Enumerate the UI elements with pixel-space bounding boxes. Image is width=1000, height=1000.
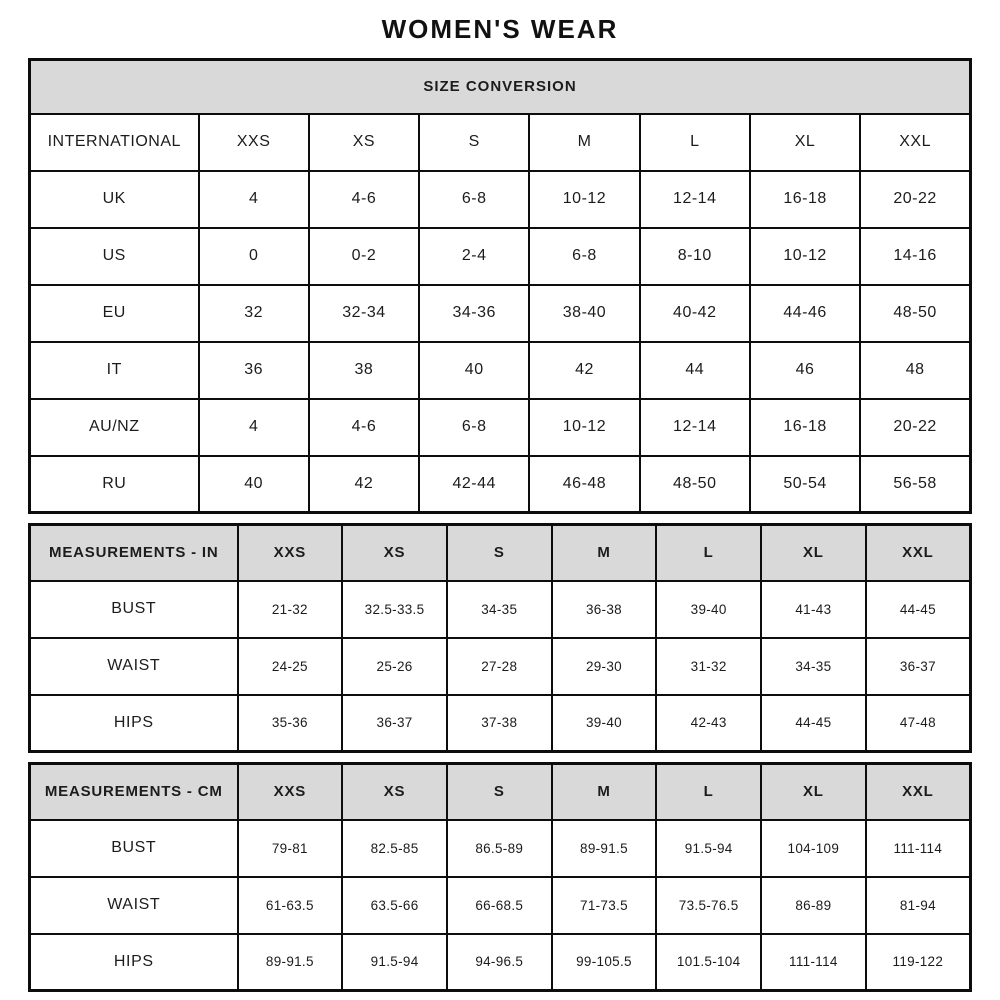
measurement-cell: 47-48 [866,695,971,752]
size-cell: 2-4 [419,228,529,285]
measurement-cell: 31-32 [656,638,761,695]
size-cell: 42 [529,342,639,399]
size-cell: 10-12 [529,171,639,228]
table-row-it [30,342,971,399]
measurement-cell: 89-91.5 [238,934,343,991]
measurements-in-table [28,523,972,753]
table-title: MEASUREMENTS - IN [30,525,238,581]
size-cell: 40 [199,456,309,513]
column-header-s: S [447,525,552,581]
measurement-cell: 41-43 [761,581,866,638]
size-cell: 16-18 [750,399,860,456]
row-label: HIPS [30,934,238,991]
row-label: HIPS [30,695,238,752]
measurement-cell: 37-38 [447,695,552,752]
table-row-eu [30,285,971,342]
size-cell: 48-50 [640,456,750,513]
size-cell: 16-18 [750,171,860,228]
table-title: SIZE CONVERSION [30,60,971,114]
measurement-cell: 119-122 [866,934,971,991]
measurement-cell: 36-37 [866,638,971,695]
size-cell: 40 [419,342,529,399]
measurement-cell: 32.5-33.5 [342,581,447,638]
column-header-row [30,764,971,820]
table-title-row [30,60,971,114]
size-cell: 34-36 [419,285,529,342]
column-header-s: S [447,764,552,820]
size-cell: 46-48 [529,456,639,513]
size-cell: 4 [199,171,309,228]
table-row-waist [30,877,971,934]
size-cell: 32 [199,285,309,342]
measurement-cell: 39-40 [552,695,657,752]
size-cell: 0-2 [309,228,419,285]
measurement-cell: 66-68.5 [447,877,552,934]
measurement-cell: 39-40 [656,581,761,638]
measurement-cell: 111-114 [866,820,971,877]
measurement-cell: 42-43 [656,695,761,752]
size-cell: 14-16 [860,228,970,285]
size-cell: 42 [309,456,419,513]
size-cell: 44 [640,342,750,399]
table-row-ru [30,456,971,513]
size-cell: 40-42 [640,285,750,342]
column-header-l: L [656,525,761,581]
measurement-cell: 79-81 [238,820,343,877]
measurement-cell: 89-91.5 [552,820,657,877]
page-title: WOMEN'S WEAR [381,14,619,44]
measurement-cell: 63.5-66 [342,877,447,934]
measurement-cell: 71-73.5 [552,877,657,934]
table-row-hips [30,934,971,991]
measurement-cell: 99-105.5 [552,934,657,991]
measurements-cm-table [28,762,972,992]
measurement-cell: 36-38 [552,581,657,638]
size-cell: 10-12 [750,228,860,285]
column-header-xxs: XXS [238,525,343,581]
column-header-international: INTERNATIONAL [30,114,199,171]
column-header-xl: XL [761,525,866,581]
row-label: US [30,228,199,285]
size-cell: 4-6 [309,399,419,456]
measurement-cell: 82.5-85 [342,820,447,877]
column-header-s: S [419,114,529,171]
measurement-cell: 86-89 [761,877,866,934]
size-cell: 4 [199,399,309,456]
column-header-m: M [552,525,657,581]
size-cell: 6-8 [529,228,639,285]
column-header-row [30,525,971,581]
measurement-cell: 111-114 [761,934,866,991]
column-header-xxs: XXS [238,764,343,820]
column-header-xs: XS [342,764,447,820]
measurement-cell: 24-25 [238,638,343,695]
size-cell: 48-50 [860,285,970,342]
size-cell: 4-6 [309,171,419,228]
size-cell: 38 [309,342,419,399]
size-cell: 50-54 [750,456,860,513]
row-label: AU/NZ [30,399,199,456]
column-header-row [30,114,971,171]
row-label: UK [30,171,199,228]
column-header-m: M [529,114,639,171]
measurement-cell: 44-45 [866,581,971,638]
column-header-l: L [656,764,761,820]
measurement-cell: 44-45 [761,695,866,752]
column-header-xxs: XXS [199,114,309,171]
row-label: BUST [30,581,238,638]
size-cell: 46 [750,342,860,399]
measurement-cell: 36-37 [342,695,447,752]
size-cell: 20-22 [860,399,970,456]
column-header-xxl: XXL [866,764,971,820]
measurement-cell: 21-32 [238,581,343,638]
table-row-bust [30,581,971,638]
column-header-m: M [552,764,657,820]
measurement-cell: 101.5-104 [656,934,761,991]
row-label: BUST [30,820,238,877]
size-cell: 36 [199,342,309,399]
measurement-cell: 34-35 [447,581,552,638]
measurement-cell: 25-26 [342,638,447,695]
column-header-xl: XL [761,764,866,820]
size-cell: 56-58 [860,456,970,513]
table-row-us [30,228,971,285]
measurement-cell: 91.5-94 [342,934,447,991]
size-cell: 12-14 [640,399,750,456]
size-cell: 48 [860,342,970,399]
size-cell: 32-34 [309,285,419,342]
table-row-hips [30,695,971,752]
measurement-cell: 73.5-76.5 [656,877,761,934]
row-label: RU [30,456,199,513]
measurement-cell: 104-109 [761,820,866,877]
table-row-waist [30,638,971,695]
row-label: EU [30,285,199,342]
measurement-cell: 86.5-89 [447,820,552,877]
size-cell: 8-10 [640,228,750,285]
column-header-xs: XS [342,525,447,581]
measurement-cell: 35-36 [238,695,343,752]
size-cell: 42-44 [419,456,529,513]
table-row-uk [30,171,971,228]
row-label: IT [30,342,199,399]
table-row-aunz [30,399,971,456]
table-row-bust [30,820,971,877]
size-cell: 12-14 [640,171,750,228]
measurement-cell: 91.5-94 [656,820,761,877]
size-cell: 6-8 [419,171,529,228]
column-header-l: L [640,114,750,171]
measurement-cell: 94-96.5 [447,934,552,991]
size-cell: 0 [199,228,309,285]
column-header-xs: XS [309,114,419,171]
row-label: WAIST [30,877,238,934]
size-cell: 38-40 [529,285,639,342]
column-header-xxl: XXL [860,114,970,171]
column-header-xl: XL [750,114,860,171]
measurement-cell: 27-28 [447,638,552,695]
measurement-cell: 34-35 [761,638,866,695]
size-cell: 20-22 [860,171,970,228]
row-label: WAIST [30,638,238,695]
size-conversion-table [28,58,972,514]
measurement-cell: 61-63.5 [238,877,343,934]
size-cell: 6-8 [419,399,529,456]
measurement-cell: 29-30 [552,638,657,695]
measurement-cell: 81-94 [866,877,971,934]
size-cell: 44-46 [750,285,860,342]
column-header-xxl: XXL [866,525,971,581]
size-cell: 10-12 [529,399,639,456]
table-title: MEASUREMENTS - CM [30,764,238,820]
